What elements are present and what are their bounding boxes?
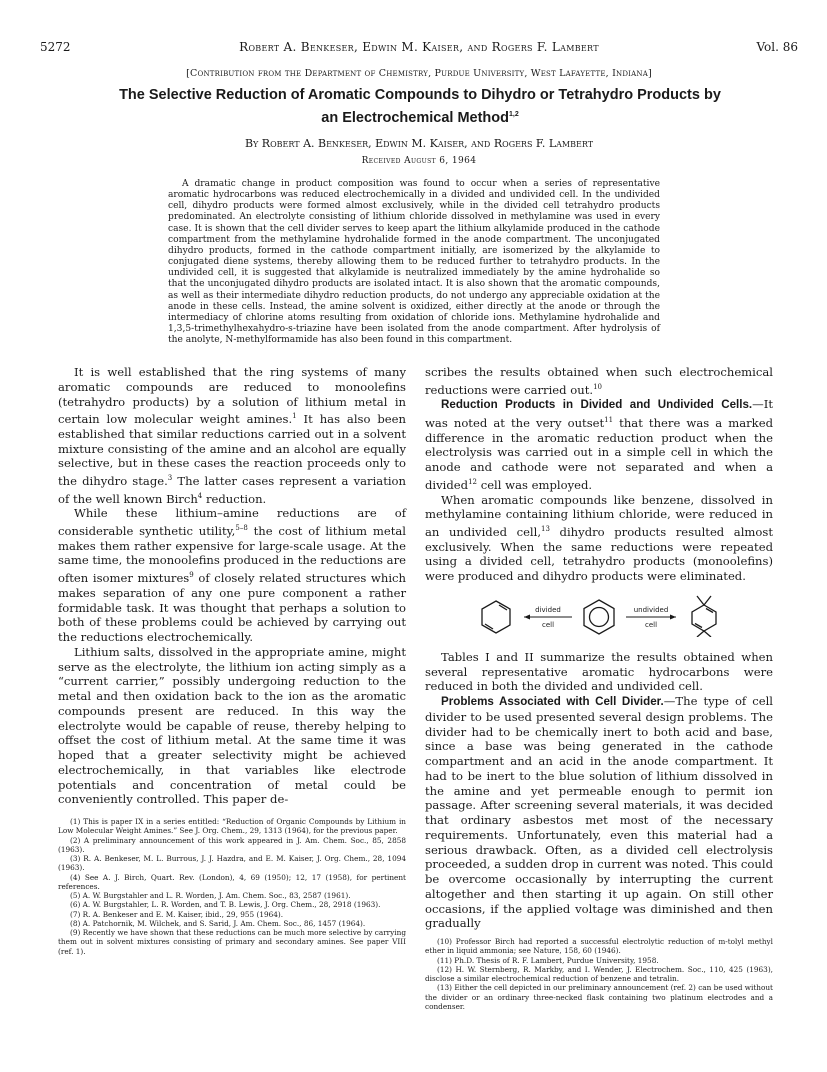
undivided-cell-arrow bbox=[626, 606, 676, 629]
undivided-cell-label: cell bbox=[644, 621, 658, 629]
body-paragraph bbox=[425, 397, 773, 492]
footnote: (4) See A. J. Birch, Quart. Rev. (London), 4, 69 (1950); 12, 17 (1958), for pertinent references. bbox=[58, 872, 406, 891]
body-paragraph: Tables I and II summarize the results obtained when several representative aromatic hydrocarbons were reduced in both the divided and undivided cell. bbox=[425, 649, 773, 694]
text-run: When aromatic compounds like benzene, dissolved in methylamine containing lithium chloride, were reduced in an undivided cell, bbox=[425, 492, 773, 539]
cyclohexadiene-structure bbox=[482, 601, 510, 633]
section-heading: Problems Associated with Cell Divider. bbox=[441, 695, 664, 709]
footnote: (12) H. W. Sternberg, R. Markby, and I. Wender, J. Electrochem. Soc., 110, 425 (1963), disclose a similar electrochemical reduction of benzene and tetralin. bbox=[425, 964, 773, 984]
footnote: (10) Professor Birch had reported a successful electrolytic reduction of m-tolyl methyl ether in liquid ammonia; see Nature, 158, 60 (1946). bbox=[425, 937, 773, 956]
text-run: of closely related structures which makes separation of any one pure component a rather formidable task. It was thought that perhaps a solution to both of these problems could be achieved by carrying out the reductions electrochemically. bbox=[58, 571, 406, 645]
footnote-ref: 4 bbox=[197, 491, 203, 500]
undivided-label: undivided bbox=[633, 606, 669, 614]
footnote-ref: 13 bbox=[541, 525, 550, 534]
running-header-authors: Robert A. Benkeser, Edwin M. Kaiser, and Rogers F. Lambert bbox=[239, 40, 599, 54]
text-run: that there was a marked difference in the aromatic reduction product when the electrolysis was carried out in a simple cell in which the anode and cathode were not separated and when a divided bbox=[425, 415, 773, 492]
footnote: (3) R. A. Benkeser, M. L. Burrous, J. J. Hazdra, and E. M. Kaiser, J. Org. Chem., 28, 1094 (1963). bbox=[58, 854, 406, 873]
footnote-ref: 9 bbox=[189, 571, 194, 580]
title-footnote-ref: 1,2 bbox=[509, 111, 519, 118]
text-run: the cost of lithium metal makes them rather expensive for large-scale usage. At the same time, the monoolefins produced in the reductions are often isomer mixtures bbox=[58, 523, 406, 586]
text-run: dihydro products resulted almost exclusively. When the same reductions were repeated using a divided cell, tetrahydro products (monoolefins) were produced and dihydro products were eliminated. bbox=[425, 524, 774, 584]
footnote: (11) Ph.D. Thesis of R. F. Lambert, Purdue University, 1958. bbox=[437, 955, 659, 965]
footnote: (8) A. Patchornik, M. Wilchek, and S. Sarid, J. Am. Chem. Soc., 86, 1457 (1964). bbox=[70, 918, 366, 928]
text-run: —It was noted at the very outset bbox=[425, 397, 773, 430]
benzene-structure bbox=[584, 600, 614, 634]
text-run: While these lithium–amine reductions are of considerable synthetic utility, bbox=[58, 506, 406, 538]
body-paragraph bbox=[58, 365, 406, 506]
left-column bbox=[58, 365, 406, 956]
footnote: (5) A. W. Burgstahler and L. R. Worden, J. Am. Chem. Soc., 83, 2587 (1961). bbox=[70, 891, 351, 901]
footnote: (13) Either the cell depicted in our preliminary announcement (ref. 2) can be used without the divider or an ordinary three-necked flask containing two platinum electrodes and a condenser. bbox=[425, 983, 773, 1011]
reaction-scheme bbox=[424, 593, 774, 637]
body-paragraph bbox=[425, 365, 773, 397]
abstract: A dramatic change in product composition was found to occur when a series of representative aromatic hydrocarbons was reduced electrochemically in a divided and undivided cell. In the undivided cell, dihydro products were formed almost exclusively, while in the divided cell tetrahydro products predominated. An electrolyte consisting of lithium chloride dissolved in methylamine was used in every case. It is shown that the cell divider serves to keep apart the lithium alkylamide produced in the cathode compartment from the methylamine hydrohalide formed in the anode compartment. The unconjugated dihydro products, formed in the cathode compartment initially, are isomerized by the alkylamide to conjugated diene systems, thereby allowing them to be reduced further to tetrahydro products. In the undivided cell, it is suggested that alkylamide is neutralized immediately by the amine hydrohalide so that the unconjugated dihydro products are isolated intact. It is also shown that the aromatic compounds, as well as their intermediate dihydro reduction products, do not undergo any appreciable oxidation at the anode in these cells. Instead, the amine solvent is oxidized, either directly at the anode or through the intermediacy of chlorine atoms resulting from oxidation of chloride ions. Methylamine hydrohalide and 1,3,5-trimethylhexahydro-s-triazine have been isolated from the anode compartment. After hydrolysis of the anolyte, N-methylformamide has also been found in this compartment. bbox=[168, 179, 660, 346]
page-number: 5272 bbox=[40, 40, 71, 54]
right-column bbox=[425, 365, 773, 1011]
divided-cell-label: cell bbox=[541, 621, 555, 629]
footnote-ref: 11 bbox=[604, 416, 614, 425]
footnote: (9) Recently we have shown that these reductions can be much more selective by carrying them out in solvent mixtures consisting of primary and secondary amines. See paper VIII (ref. 1). bbox=[58, 928, 406, 956]
text-run: It has also been established that similar reductions carried out in a solvent mixture consisting of the amine and an alcohol are equally selective, but in these cases the reaction proceeds only to the dihydro stage. bbox=[58, 412, 406, 488]
dihydro-product-structure bbox=[692, 596, 716, 637]
body-paragraph bbox=[425, 694, 773, 931]
body-paragraph: Lithium salts, dissolved in the appropriate amine, might serve as the electrolyte, the lithium ion acting simply as a “current carrier,” possibly undergoing reduction to the metal and then oxidation back to the ion as the aromatic compounds present are reduced. In this way the electrolyte would be capable of reuse, thereby helping to offset the cost of lithium metal. At the same time it was hoped that a greater selectivity might be achieved electrochemically, in that variables like electrode potentials and concentration of metal could be conveniently controlled. This paper de- bbox=[58, 644, 406, 807]
text-run: scribes the results obtained when such electrochemical reductions were carried out. bbox=[425, 365, 773, 397]
footnote-ref: 5–8 bbox=[235, 524, 248, 533]
text-run: —The type of cell divider to be used presented several design problems. The divider had to be chemically inert to both acid and base, since a base was being generated in the cathode compartment and an acid in the anode compartment. It had to be inert to the blue solution of lithium dissolved in the amine and yet permeable enough to permit ion passage. After screening several materials, it was decided that ordinary asbestos met most of the necessary requirements. Unfortunately, even this material had a serious drawback. Often, as a divided cell electrolysis proceeded, a sudden drop in current was noted. This could be overcome occasionally by interrupting the current altogether and then starting it up again. On still other occasions, if the applied voltage was diminished and then gradually bbox=[425, 694, 773, 931]
text-run: It is well established that the ring systems of many aromatic compounds are reduced to monoolefins (tetrahydro products) by a solution of lithium metal in certain low molecular weight amines. bbox=[58, 365, 406, 427]
footnote-ref: 1 bbox=[292, 412, 297, 421]
volume-label: Vol. 86 bbox=[756, 40, 798, 54]
section-heading: Reduction Products in Divided and Undivided Cells. bbox=[441, 398, 753, 412]
running-header bbox=[40, 40, 798, 56]
footnote: (6) A. W. Burgstahler, L. R. Worden, and T. B. Lewis, J. Org. Chem., 28, 2918 (1963). bbox=[70, 900, 381, 910]
byline: By Robert A. Benkeser, Edwin M. Kaiser, and Rogers F. Lambert bbox=[244, 137, 594, 150]
text-run: cell was employed. bbox=[477, 477, 593, 492]
contribution-line: [Contribution from the Department of Chemistry, Purdue University, West Lafayette, Indiana] bbox=[186, 68, 652, 79]
footnote-ref: 3 bbox=[167, 474, 173, 483]
footnote-ref: 10 bbox=[593, 382, 602, 391]
footnote: (1) This is paper IX in a series entitled: “Reduction of Organic Compounds by Lithium in Low Molecular Weight Amines.” See J. Org. Chem., 29, 1313 (1964), for the previous paper. bbox=[58, 817, 406, 836]
body-paragraph bbox=[58, 506, 406, 644]
footnote-ref: 12 bbox=[468, 477, 478, 486]
received-date: Received August 6, 1964 bbox=[361, 156, 477, 166]
divided-label: divided bbox=[535, 606, 561, 614]
body-paragraph bbox=[425, 493, 773, 584]
text-run: reduction. bbox=[202, 491, 267, 506]
title-line-2: an Electrochemical Method bbox=[321, 109, 509, 126]
text-run: The latter cases represent a variation of the well known Birch bbox=[58, 473, 407, 506]
footnote: (2) A preliminary announcement of this work appeared in J. Am. Chem. Soc., 85, 2858 (1963). bbox=[58, 835, 406, 854]
title-line-1: The Selective Reduction of Aromatic Compounds to Dihydro or Tetrahydro Products by bbox=[119, 87, 721, 103]
divided-cell-arrow bbox=[524, 606, 572, 629]
footnote: (7) R. A. Benkeser and E. M. Kaiser, ibid., 29, 955 (1964). bbox=[70, 909, 284, 919]
article-title bbox=[95, 86, 745, 128]
